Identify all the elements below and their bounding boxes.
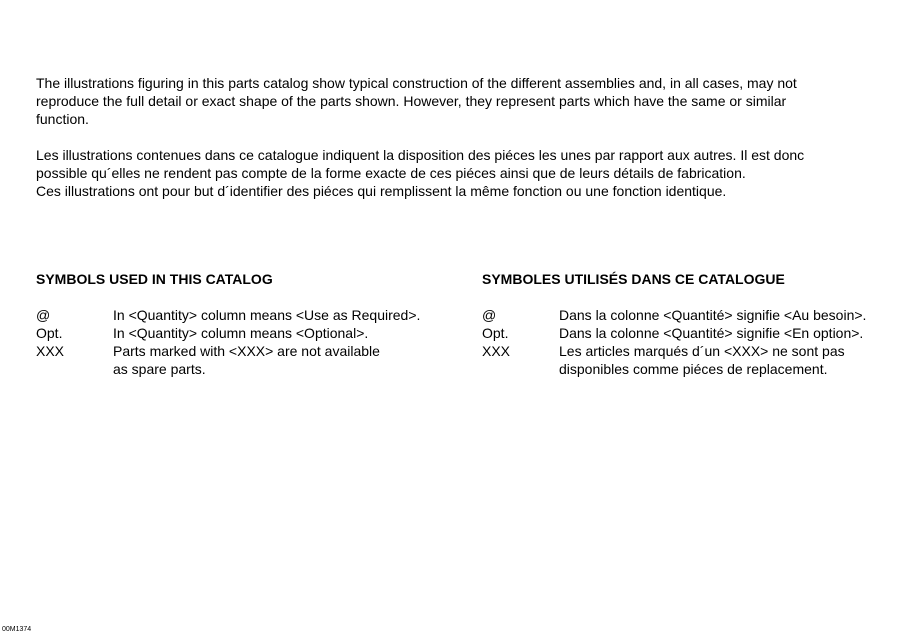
- symbol-description-line: In <Quantity> column means <Optional>.: [113, 325, 369, 341]
- symbol-description-line: as spare parts.: [113, 361, 206, 377]
- symbol-description: [113, 324, 368, 342]
- symbol-code: Opt.: [482, 325, 509, 341]
- symbol-code: XXX: [482, 343, 511, 359]
- intro-en-line: function.: [36, 111, 89, 127]
- intro-fr-line: Les illustrations contenues dans ce catalogue indiquent la disposition des piéces les unes par rapport aux autres. Il est donc: [36, 147, 805, 163]
- intro-en-line: The illustrations figuring in this parts catalog show typical construction of the different assemblies and, in all cases, may not: [36, 75, 797, 91]
- symbols-french-section: [482, 270, 897, 378]
- symbol-code: @: [36, 307, 51, 323]
- symbol-row: [36, 342, 466, 378]
- symbol-code: XXX: [36, 343, 65, 359]
- intro-english-paragraph: [36, 74, 886, 128]
- symbol-row: [482, 324, 897, 342]
- symbol-code: @: [482, 307, 497, 323]
- symbol-description: [559, 342, 845, 378]
- symbol-description-line: disponibles comme piéces de replacement.: [559, 361, 828, 377]
- symbols-en-heading: SYMBOLS USED IN THIS CATALOG: [36, 271, 273, 287]
- symbol-description-line: Parts marked with <XXX> are not available: [113, 343, 380, 359]
- symbols-fr-heading: SYMBOLES UTILISÉS DANS CE CATALOGUE: [482, 271, 785, 287]
- symbol-description-line: Les articles marqués d´un <XXX> ne sont pas: [559, 343, 845, 359]
- symbol-description: [113, 306, 420, 324]
- symbol-description-line: Dans la colonne <Quantité> signifie <En option>.: [559, 325, 864, 341]
- symbol-row: [36, 306, 466, 324]
- symbol-description: [559, 324, 863, 342]
- symbol-row: [482, 306, 897, 324]
- intro-fr-line: possible qu´elles ne rendent pas compte de la forme exacte de ces piéces ainsi que de leurs détails de fabrication.: [36, 165, 746, 181]
- symbol-description-line: Dans la colonne <Quantité> signifie <Au besoin>.: [559, 307, 867, 323]
- symbol-description: [559, 306, 866, 324]
- intro-fr-line: Ces illustrations ont pour but d´identifier des piéces qui remplissent la même fonction ou une fonction identique.: [36, 183, 727, 199]
- symbol-description-line: In <Quantity> column means <Use as Required>.: [113, 307, 421, 323]
- page-reference-code: 00M1374: [2, 626, 32, 633]
- symbol-description: [113, 342, 380, 378]
- symbol-row: [36, 324, 466, 342]
- intro-en-line: reproduce the full detail or exact shape of the parts shown. However, they represent parts which have the same or similar: [36, 93, 787, 109]
- symbols-english-section: [36, 270, 466, 378]
- intro-french-paragraph: [36, 146, 886, 200]
- symbol-row: [482, 342, 897, 378]
- symbol-code: Opt.: [36, 325, 63, 341]
